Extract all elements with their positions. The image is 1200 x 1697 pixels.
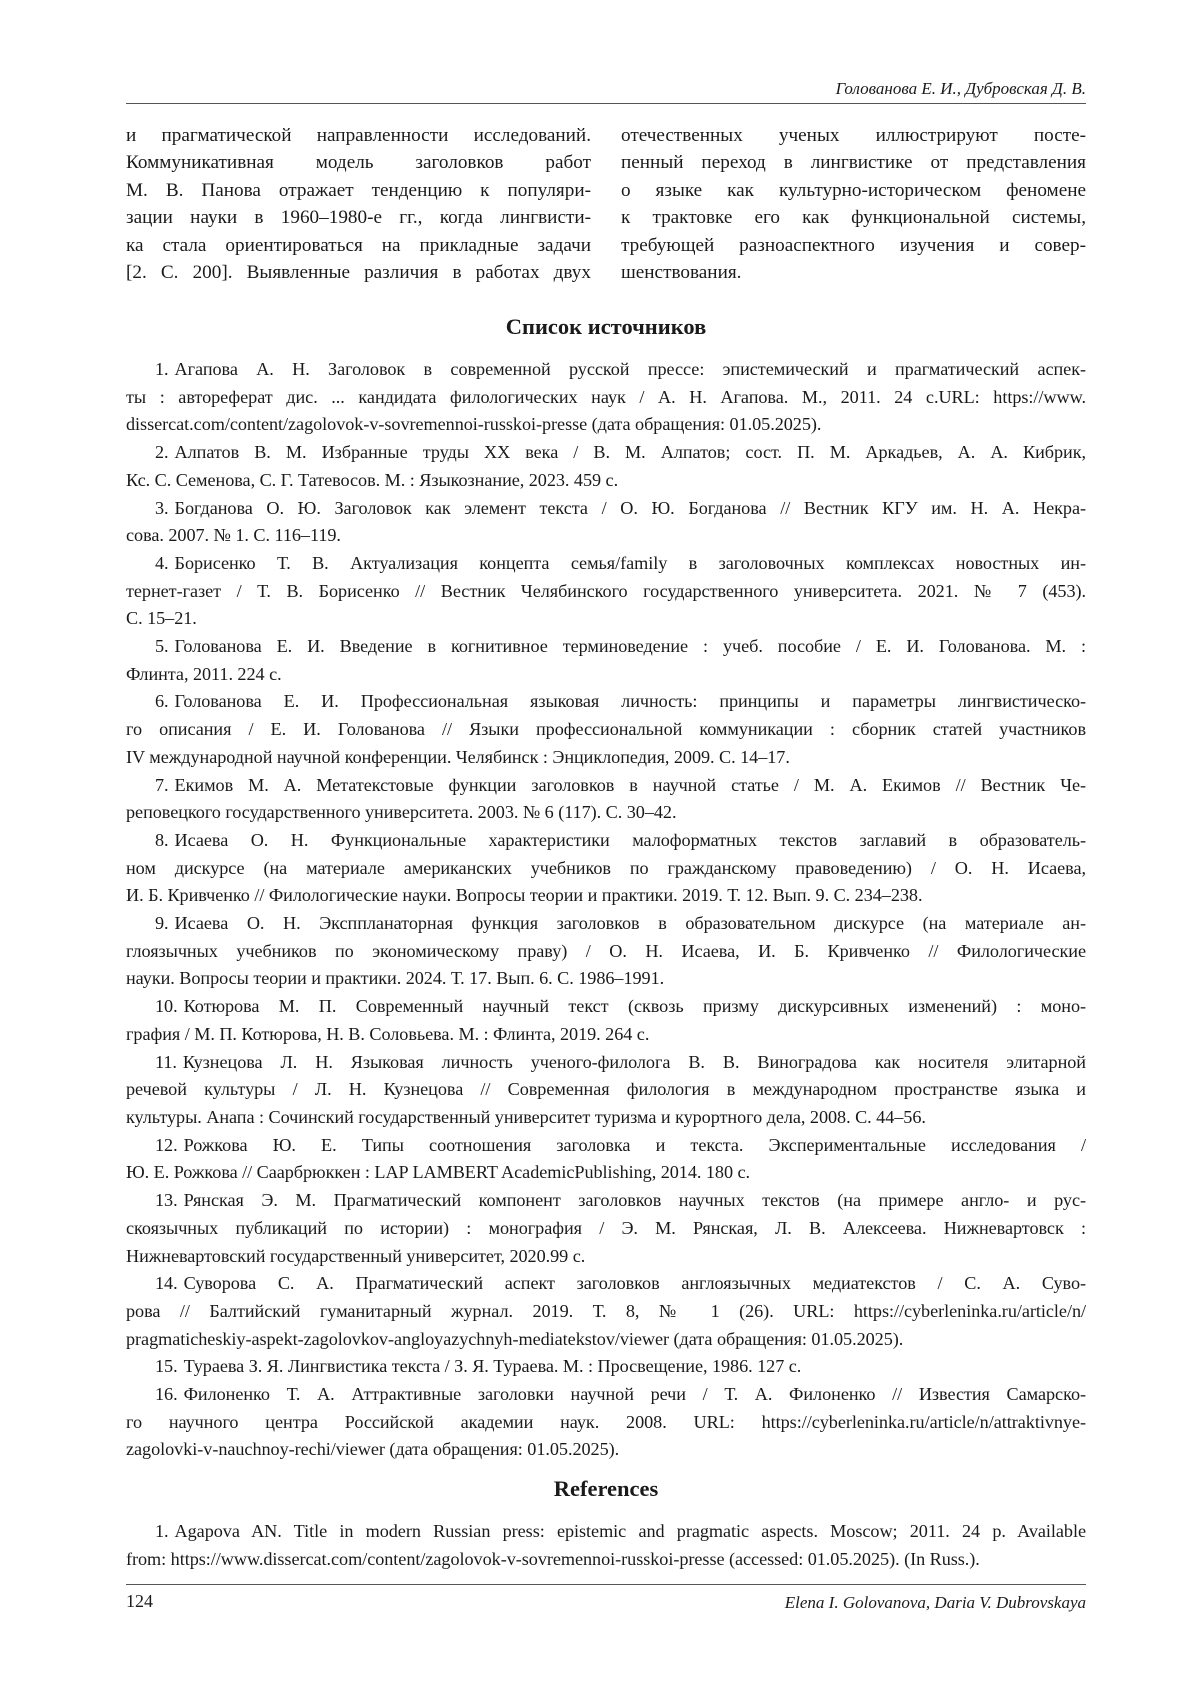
reference-line: ты : автореферат дис. ... кандидата филологических наук / А. Н. Агапова. М., 2011. 24 с.URL: https://www. — [126, 386, 1086, 407]
reference-entry — [126, 1518, 1086, 1573]
reference-line — [126, 356, 1086, 384]
reference-line: С. 15–21. — [126, 608, 197, 629]
reference-entry — [126, 439, 1086, 494]
reference-line: науки. Вопросы теории и практики. 2024. Т. 17. Вып. 6. С. 1986–1991. — [126, 968, 665, 989]
reference-line: рова // Балтийский гуманитарный журнал. 2019. Т. 8, № 1 (26). URL: https://cyberleninka.ru/article/n/ — [126, 1300, 1086, 1321]
body-line: шенствования. — [621, 262, 742, 284]
reference-line: глоязычных учебников по экономическому праву) / О. Н. Исаева, И. Б. Кривченко // Филологические — [126, 940, 1086, 961]
reference-text: Алпатов В. М. Избранные труды ХХ века / В. М. Алпатов; сост. П. М. Аркадьев, А. А. Кибрик, — [174, 442, 1086, 463]
body-line: к трактовке его как функциональной системы, — [621, 207, 1086, 229]
reference-text: Agapova AN. Title in modern Russian press: epistemic and pragmatic aspects. Moscow; 2011. 24 p. Available — [174, 1521, 1086, 1541]
reference-line — [126, 1132, 1086, 1160]
header-rule — [126, 103, 1086, 104]
reference-number: 13. — [155, 1190, 178, 1211]
reference-text: Богданова О. Ю. Заголовок как элемент текста / О. Ю. Богданова // Вестник КГУ им. Н. А. Некра- — [174, 497, 1086, 518]
reference-line: реповецкого государственного университета. 2003. № 6 (117). С. 30–42. — [126, 802, 677, 823]
reference-entry — [126, 772, 1086, 827]
running-foot: Elena I. Golovanova, Daria V. Dubrovskaya — [784, 1593, 1086, 1612]
reference-entry — [126, 550, 1086, 633]
reference-text: Рожкова Ю. Е. Типы соотношения заголовка и текста. Экспериментальные исследования / — [183, 1134, 1086, 1155]
reference-entry — [126, 827, 1086, 910]
reference-entry — [126, 1132, 1086, 1187]
reference-text: Тураева З. Я. Лингвистика текста / З. Я. Тураева. М. : Просвещение, 1986. 127 с. — [183, 1356, 802, 1377]
reference-line: тернет-газет / Т. В. Борисенко // Вестник Челябинского государственного университета. 2021. № 7 (453). — [126, 580, 1086, 601]
body-line: и прагматической направленности исследований. — [126, 125, 591, 146]
reference-entry — [126, 1353, 1086, 1381]
body-line: пенный переход в лингвистике от представления — [621, 152, 1086, 174]
reference-number: 1. — [155, 359, 169, 379]
reference-entry — [126, 1381, 1086, 1464]
footer-rule — [126, 1584, 1086, 1585]
reference-text: Котюрова М. П. Современный научный текст (сквозь призму дискурсивных изменений) : моно- — [183, 996, 1086, 1017]
reference-number: 16. — [155, 1384, 178, 1405]
right-column — [621, 122, 1086, 286]
reference-text: Исаева О. Н. Функциональные характеристики малоформатных текстов заглавий в образователь- — [174, 829, 1086, 850]
reference-line: from: https://www.dissercat.com/content/zagolovok-v-sovremennoi-russkoi-presse (accessed: 01.05.2025). (In Russ.). — [126, 1548, 980, 1569]
reference-line: Кс. С. Семенова, С. Г. Татевосов. М. : Языкознание, 2023. 459 с. — [126, 469, 619, 490]
body-line: отечественных ученых иллюстрируют посте- — [621, 125, 1086, 146]
reference-entry — [126, 1270, 1086, 1353]
reference-entry — [126, 356, 1086, 439]
sources-heading: Список источников — [505, 314, 707, 339]
reference-line — [126, 1381, 1086, 1409]
reference-entry — [126, 1187, 1086, 1270]
reference-line: ном дискурсе (на материале американских учебников по гражданскому правоведению) / О. Н. Исаева, — [126, 857, 1086, 878]
reference-line — [126, 772, 1086, 800]
reference-number: 8. — [155, 829, 169, 850]
reference-line — [126, 827, 1086, 855]
running-head: Голованова Е. И., Дубровская Д. В. — [835, 79, 1086, 98]
left-column — [126, 122, 591, 286]
reference-line — [126, 439, 1086, 467]
reference-line: Ю. Е. Рожкова // Саарбрюккен : LAP LAMBERT AcademicPublishing, 2014. 180 с. — [126, 1162, 751, 1183]
reference-text: Агапова А. Н. Заголовок в современной русской прессе: эпистемический и прагматический аспек- — [174, 359, 1086, 379]
reference-text: Голованова Е. И. Профессиональная языковая личность: принципы и параметры лингвистическо- — [174, 691, 1086, 712]
reference-number: 6. — [155, 691, 169, 712]
reference-number: 12. — [155, 1134, 178, 1155]
page-number: 124 — [126, 1591, 153, 1611]
body-line: зации науки в 1960–1980-е гг., когда лингвисти- — [126, 207, 591, 229]
reference-line: сова. 2007. № 1. С. 116–119. — [126, 525, 341, 546]
references-heading: References — [553, 1476, 659, 1501]
reference-number: 11. — [155, 1051, 177, 1072]
reference-line: zagolovki-v-nauchnoy-rechi/viewer (дата обращения: 01.05.2025). — [126, 1439, 620, 1460]
reference-line — [126, 1049, 1086, 1077]
reference-entry — [126, 1049, 1086, 1132]
reference-entry — [126, 688, 1086, 771]
reference-line — [126, 1353, 1086, 1381]
reference-line: И. Б. Кривченко // Филологические науки. Вопросы теории и практики. 2019. Т. 12. Вып. 9. С. 234–238. — [126, 885, 923, 906]
body-line: ка стала ориентироваться на прикладные задачи — [126, 234, 591, 256]
body-line: требующей разноаспектного изучения и совер- — [621, 234, 1086, 256]
body-line: М. В. Панова отражает тенденцию к популяри- — [126, 179, 591, 201]
sources-list — [126, 356, 1086, 1464]
reference-line: Нижневартовский государственный университет, 2020.99 с. — [126, 1245, 586, 1266]
reference-text: Екимов М. А. Метатекстовые функции заголовков в научной статье / М. А. Екимов // Вестник Че- — [174, 774, 1086, 795]
reference-line: pragmaticheskiy-aspekt-zagolovkov-angloyazychnyh-mediatekstov/viewer (дата обращения: 01.05.2025). — [126, 1328, 904, 1349]
reference-line — [126, 910, 1086, 938]
reference-number: 9. — [155, 913, 169, 934]
reference-line: графия / М. П. Котюрова, Н. В. Соловьева. М. : Флинта, 2019. 264 с. — [126, 1023, 650, 1044]
reference-entry — [126, 910, 1086, 993]
reference-line — [126, 688, 1086, 716]
reference-number: 14. — [155, 1273, 178, 1294]
reference-line: го описания / Е. И. Голованова // Языки профессиональной коммуникации : сборник статей участников — [126, 719, 1086, 740]
reference-text: Борисенко Т. В. Актуализация концепта семья/family в заголовочных комплексах новостных ин- — [174, 552, 1086, 573]
reference-line: речевой культуры / Л. Н. Кузнецова // Современная филология в международном пространстве языка и — [126, 1079, 1086, 1100]
reference-number: 10. — [155, 996, 178, 1017]
reference-text: Голованова Е. И. Введение в когнитивное терминоведение : учеб. пособие / Е. И. Голованова. М. : — [174, 636, 1086, 657]
reference-line: го научного центра Российской академии наук. 2008. URL: https://cyberleninka.ru/article/n/attraktivnye- — [126, 1411, 1086, 1432]
reference-line: скоязычных публикаций по истории) : монография / Э. М. Рянская, Л. В. Алексеева. Нижневартовск : — [126, 1217, 1086, 1238]
body-line: Коммуникативная модель заголовков работ — [126, 152, 591, 174]
references-list — [126, 1518, 1086, 1573]
reference-line — [126, 495, 1086, 523]
reference-line — [126, 550, 1086, 578]
reference-text: Исаева О. Н. Эксппланаторная функция заголовков в образовательном дискурсе (на материале ан- — [174, 913, 1086, 934]
body-line: о языке как культурно-историческом феномене — [621, 179, 1086, 201]
reference-text: Суворова С. А. Прагматический аспект заголовков англоязычных медиатекстов / С. А. Суво- — [183, 1273, 1086, 1294]
reference-text: Рянская Э. М. Прагматический компонент заголовков научных текстов (на примере англо- и рус- — [183, 1190, 1086, 1211]
reference-text: Кузнецова Л. Н. Языковая личность ученого-филолога В. В. Виноградова как носителя элитарной — [182, 1051, 1086, 1072]
reference-entry — [126, 633, 1086, 688]
reference-line: dissercat.com/content/zagolovok-v-sovremennoi-russkoi-presse (дата обращения: 01.05.2025). — [126, 414, 822, 435]
reference-number: 5. — [155, 636, 169, 657]
body-text — [126, 122, 1086, 286]
reference-entry — [126, 993, 1086, 1048]
reference-text: Филоненко Т. А. Аттрактивные заголовки научной речи / Т. А. Филоненко // Известия Самарско- — [183, 1384, 1086, 1405]
reference-entry — [126, 495, 1086, 550]
reference-number: 1. — [155, 1521, 169, 1541]
reference-line — [126, 1270, 1086, 1298]
reference-number: 2. — [155, 442, 169, 463]
reference-line — [126, 993, 1086, 1021]
reference-number: 7. — [155, 774, 169, 795]
reference-line: IV международной научной конференции. Челябинск : Энциклопедия, 2009. С. 14–17. — [126, 746, 790, 767]
body-line: [2. С. 200]. Выявленные различия в работах двух — [126, 262, 591, 284]
reference-line — [126, 633, 1086, 661]
reference-line — [126, 1187, 1086, 1215]
reference-line: культуры. Анапа : Сочинский государственный университет туризма и курортного дела, 2008. С. 44–56. — [126, 1106, 926, 1127]
reference-number: 15. — [155, 1356, 178, 1377]
reference-line: Флинта, 2011. 224 с. — [126, 663, 282, 684]
reference-number: 4. — [155, 552, 169, 573]
reference-line — [126, 1518, 1086, 1546]
reference-number: 3. — [155, 497, 169, 518]
